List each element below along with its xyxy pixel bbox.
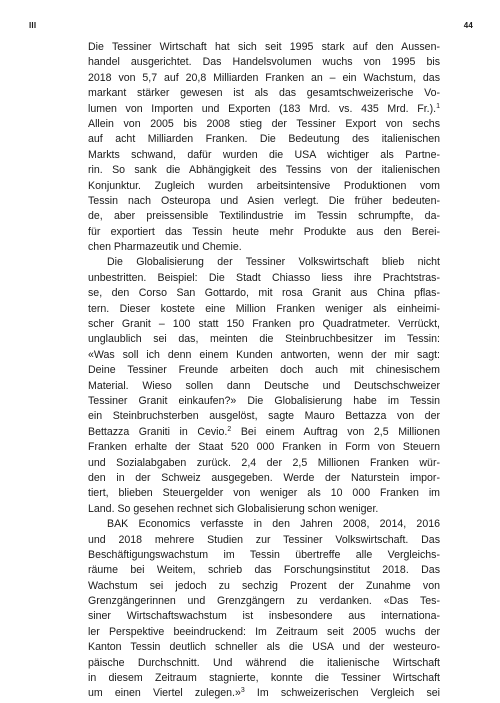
text-line: Wachstum sei jedoch zu sechzig Prozent der Zunahme von [88,579,440,592]
text-line: Franken erhalte der Staat 520 000 Franken in Form von Steuern [88,441,440,454]
footnote-marker: 3 [240,687,245,695]
text-line: für exportiert das Tessin heute mehr Produkte aus den Berei- [88,225,440,238]
text-line: tern. Dieser kostete eine Million Franken weniger als einheimi- [88,302,440,315]
text-line: und 2018 mehrere Studien zur Tessiner Volkswirtschaft. Das [88,533,440,546]
text-line: um einen Viertel zulegen.»$^3$ Im schweizerischen Vergleich sei [88,687,440,700]
text-line: markant stärker gewesen ist als das gesamtschweizerische Vo- [88,87,440,100]
text-line: unbestritten. Beispiel: Die Stadt Chiasso liess ihre Prachtstras- [88,271,440,284]
text-line: siner Wirtschaftswachstum ist insbesondere aus internationa- [88,610,440,623]
text-line: Markts schwand, dafür wurden die USA wichtiger als Partne- [88,148,440,161]
text-line: Konjunktur. Zugleich wurden arbeitsintensive Produktionen vom [88,179,440,192]
footnote-marker: 2 [227,425,232,433]
text-line: Beschäftigungswachstum im Tessin übertreffe alle Vergleichs- [88,548,440,561]
text-line: «Was soll ich denn einem Kunden antworten, wenn der mir sagt: [88,348,440,361]
text-line: rin. So sank die Abhängigkeit des Tessins von der italienischen [88,164,440,177]
text-line: handel ausgerichtet. Das Handelsvolumen wuchs von 1995 bis [88,56,440,69]
text-line: Grenzgängerinnen und Grenzgängern zu verdanken. «Das Tes- [88,595,440,608]
text-line: Material. Wieso sollen dann Deutsche und Deutschschweizer [88,379,440,392]
text-line: se, den Corso San Gottardo, mit rosa Granit aus China pflas- [88,287,440,300]
text-line: und Sozialabgaben zurück. 2,4 der 2,5 Millionen Franken wür- [88,456,440,469]
text-line: scher Granit – 100 statt 150 Franken pro Quadratmeter. Verrückt, [88,318,440,331]
text-line: auf acht Milliarden Franken. Die Bedeutung des italienischen [88,133,440,146]
text-line: Die Tessiner Wirtschaft hat sich seit 1995 stark auf den Aussen- [88,41,440,53]
text-line: lumen von Importen und Exporten (183 Mrd. vs. 435 Mrd. Fr.).$^1$ [88,102,440,115]
text-line: Tessin nach Osteuropa und Asien verlegt. Die früher bedeuten- [88,194,440,207]
text-line: Bettazza Graniti in Cevio.$^2$ Bei einem Auftrag von 2,5 Millionen [88,425,440,438]
text-line: päische Durchschnitt. Und während die italienische Wirtschaft [88,656,440,669]
text-line: in diesem Zeitraum stagnierte, konnte die Tessiner Wirtschaft [88,672,440,685]
text-line: Tessiner Granit einkaufen?» Die Globalisierung habe im Tessin [88,394,440,407]
text-line: den in der Schweiz ausgegeben. Werde der Naturstein impor- [88,471,440,484]
text-line: räume bei Weitem, schrieb das Forschungsinstitut 2018. Das [88,564,440,577]
text-line: ler Perspektive beeindruckend: Im Zeitraum seit 2005 wuchs der [88,625,440,638]
text-line: Die Globalisierung der Tessiner Volkswirtschaft blieb nicht [107,256,440,269]
chapter-marker: III [29,21,37,30]
text-line: Deine Tessiner Freunde arbeiten doch auch mit chinesischem [88,364,440,377]
text-line: BAK Economics verfasste in den Jahren 2008, 2014, 2016 [107,518,440,531]
text-line: tiert, blieben Steuergelder von weniger als 10 000 Franken im [88,487,440,500]
text-line: Allein von 2005 bis 2008 stieg der Tessiner Export von sechs [88,117,440,130]
text-line: chen Pharmazeutik und Chemie. [88,241,242,254]
text-line: unglaublich sei das, meinten die Steinbruchbesitzer im Tessin: [88,333,440,346]
footnote-marker: 1 [436,102,440,110]
text-line: Land. So gesehen rechnet sich Globalisierung schon weniger. [88,502,379,515]
body-text [88,40,440,702]
page-number: 44 [463,21,473,30]
text-line: ein Steinbruchsterben ausgelöst, sagte Mauro Bettazza von der [88,410,440,423]
text-line: de, aber preissensible Textilindustrie im Tessin schrumpfte, da- [88,210,440,223]
text-line: 2018 von 5,7 auf 20,8 Milliarden Franken an – ein Wachstum, das [88,71,440,84]
text-line: Kanton Tessin deutlich schneller als die USA und der westeuro- [88,641,440,654]
